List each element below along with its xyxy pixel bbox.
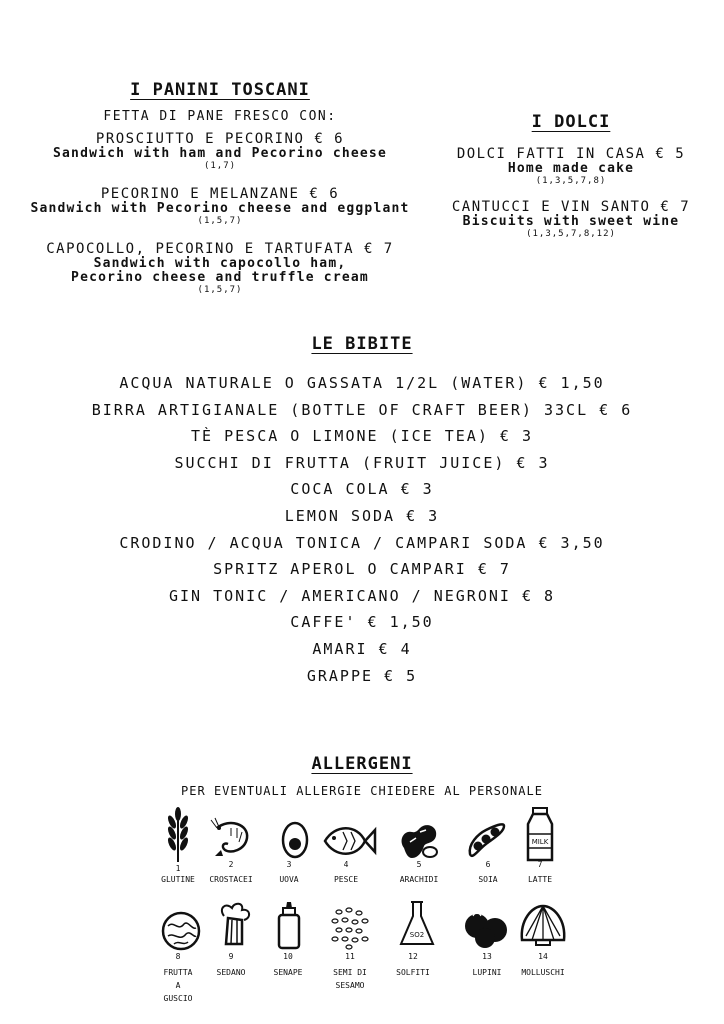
allergen-name: SEMI DI SESAMO (333, 968, 367, 990)
egg-icon (272, 816, 318, 862)
bibite-item: GRAPPE € 5 (306, 666, 418, 685)
dolci-item-allergens: (1,3,5,7,8,12) (526, 229, 616, 239)
panini-item-allergens: (1,5,7) (197, 216, 243, 226)
dolci-item-desc: Home made cake (507, 161, 635, 176)
panini-item-desc: Sandwich with Pecorino cheese and eggplant (30, 201, 410, 216)
allergen-number: 12 (408, 952, 418, 961)
bibite-item: AMARI € 4 (312, 639, 412, 658)
allergen-name: LUPINI (472, 968, 502, 977)
allergen-name: UOVA (279, 875, 299, 884)
allergen-number: 3 (286, 860, 292, 869)
allergen-name: SENAPE (273, 968, 303, 977)
allergen-number: 14 (538, 952, 548, 961)
dolci-title: I DOLCI (531, 112, 611, 132)
milk-label: MILK (531, 838, 549, 846)
panini-item-name: CAPOCOLLO, PECORINO E TARTUFATA € 7 (46, 241, 394, 257)
panini-item-name: PROSCIUTTO E PECORINO € 6 (95, 131, 345, 147)
allergen-name: SOIA (478, 875, 498, 884)
allergen-name: GLUTINE (161, 875, 195, 884)
panini-item-desc: Sandwich with ham and Pecorino cheese (53, 146, 387, 161)
allergen-name: MOLLUSCHI (521, 968, 565, 977)
allergeni-title: ALLERGENI (311, 754, 413, 774)
panini-intro: FETTA DI PANE FRESCO CON: (103, 109, 337, 124)
dolci-item-name: CANTUCCI E VIN SANTO € 7 (451, 199, 691, 215)
panini-item-desc: Pecorino cheese and truffle cream (71, 270, 369, 285)
so2-label: SO2 (409, 931, 425, 939)
dolci-item (434, 146, 708, 187)
dolci-item-name: DOLCI FATTI IN CASA € 5 (456, 146, 686, 162)
panini-item (0, 186, 440, 227)
bibite-section (0, 334, 724, 689)
mustard-icon (271, 900, 307, 950)
panini-item (0, 131, 440, 172)
sulfite-flask-icon (397, 900, 437, 948)
peanut-icon (396, 818, 442, 864)
bibite-item: TÈ PESCA O LIMONE (ICE TEA) € 3 (191, 427, 533, 446)
lupin-icon (463, 904, 509, 950)
dolci-item-allergens: (1,3,5,7,8) (535, 176, 607, 186)
panini-item (0, 241, 440, 296)
bibite-item: CAFFE' € 1,50 (290, 613, 434, 632)
soy-icon (464, 816, 510, 862)
bibite-item: COCA COLA € 3 (290, 480, 434, 499)
dolci-section (434, 112, 708, 240)
bibite-item: GIN TONIC / AMERICANO / NEGRONI € 8 (168, 586, 556, 605)
allergen-number: 8 (175, 952, 181, 961)
panini-item-desc: Sandwich with capocollo ham, (93, 256, 347, 271)
celery-icon (212, 902, 258, 948)
allergen-name: LATTE (527, 875, 553, 884)
allergen-number: 11 (345, 952, 355, 961)
allergen-number: 7 (537, 860, 543, 869)
dolci-item (434, 199, 708, 240)
panini-item-allergens: (1,5,7) (197, 285, 243, 295)
allergen-name: SOLFITI (396, 968, 430, 977)
allergen-number: 1 (175, 864, 181, 873)
allergeni-section (0, 754, 724, 798)
allergen-number: 6 (485, 860, 491, 869)
bibite-item: BIRRA ARTIGIANALE (BOTTLE OF CRAFT BEER) 33CL € 6 (91, 400, 633, 419)
fish-icon (321, 818, 377, 864)
bibite-item: CRODINO / ACQUA TONICA / CAMPARI SODA € 3,50 (119, 533, 605, 552)
allergen-number: 2 (228, 860, 234, 869)
nut-icon (158, 908, 204, 954)
panini-item-allergens: (1,7) (203, 161, 237, 171)
dolci-item-desc: Biscuits with sweet wine (462, 214, 680, 229)
allergen-number: 13 (482, 952, 492, 961)
allergen-number: 5 (416, 860, 422, 869)
bibite-item: SPRITZ APEROL O CAMPARI € 7 (213, 560, 511, 579)
allergen-name: ARACHIDI (399, 875, 439, 884)
allergen-name: SEDANO (216, 968, 246, 977)
panini-item-name: PECORINO E MELANZANE € 6 (100, 186, 340, 202)
wheat-icon (157, 806, 199, 862)
shrimp-icon (209, 816, 255, 862)
bibite-item: LEMON SODA € 3 (284, 506, 440, 525)
allergen-name: FRUTTA A GUSCIO (163, 968, 193, 1003)
allergen-name: CROSTACEI (209, 875, 253, 884)
allergen-number: 10 (283, 952, 293, 961)
allergeni-note: PER EVENTUALI ALLERGIE CHIEDERE AL PERSONALE (181, 784, 543, 798)
bibite-title: LE BIBITE (311, 334, 413, 354)
allergen-name: PESCE (333, 875, 359, 884)
panini-section (0, 80, 440, 296)
allergen-number: 4 (343, 860, 349, 869)
milk-icon (524, 806, 556, 862)
shell-icon (518, 902, 568, 948)
sesame-icon (327, 904, 373, 950)
allergen-number: 9 (228, 952, 234, 961)
bibite-item: ACQUA NATURALE O GASSATA 1/2L (WATER) € 1,50 (119, 374, 605, 392)
panini-title: I PANINI TOSCANI (130, 80, 310, 100)
bibite-item: SUCCHI DI FRUTTA (FRUIT JUICE) € 3 (174, 453, 550, 472)
bibite-list (0, 370, 724, 689)
